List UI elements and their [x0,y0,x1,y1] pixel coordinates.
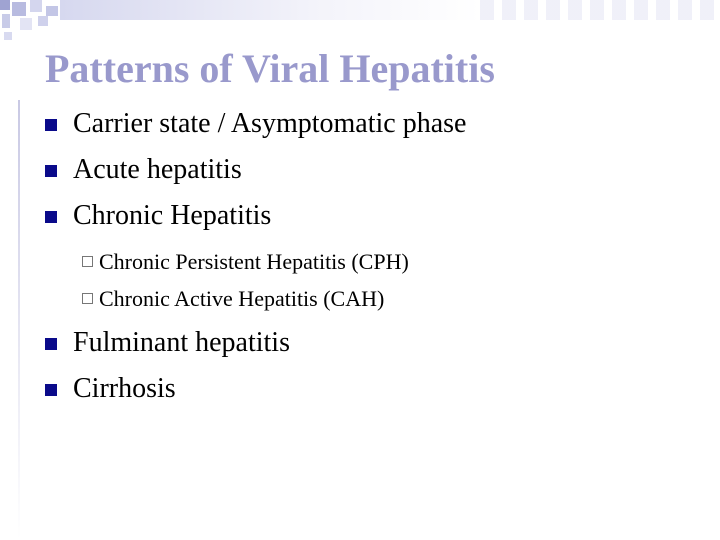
square-bullet-icon [45,384,57,396]
bullet-label: Chronic Hepatitis [73,200,272,231]
sub-bullet-label: Chronic Active Hepatitis (CAH) [99,286,385,311]
slide-title: Patterns of Viral Hepatitis [45,46,495,91]
header-square [0,0,10,10]
bullet-label: Cirrhosis [73,373,176,404]
header-square [2,14,10,28]
header-square [38,16,48,26]
header-decoration [0,0,720,42]
square-bullet-icon [45,211,57,223]
hollow-square-bullet-icon [82,293,93,304]
square-bullet-icon [45,165,57,177]
header-square [30,0,42,12]
bullet-label: Acute hepatitis [73,154,242,185]
bullet-label: Carrier state / Asymptomatic phase [73,108,467,139]
header-square [46,6,58,16]
header-gradient [480,0,720,20]
square-bullet-icon [45,119,57,131]
sub-bullet-label: Chronic Persistent Hepatitis (CPH) [99,249,409,274]
header-gradient [60,0,480,20]
square-bullet-icon [45,338,57,350]
header-square [20,18,32,30]
header-square [4,32,12,40]
bullet-label: Fulminant hepatitis [73,327,290,358]
hollow-square-bullet-icon [82,256,93,267]
left-rule [18,100,20,540]
header-square [12,2,26,16]
